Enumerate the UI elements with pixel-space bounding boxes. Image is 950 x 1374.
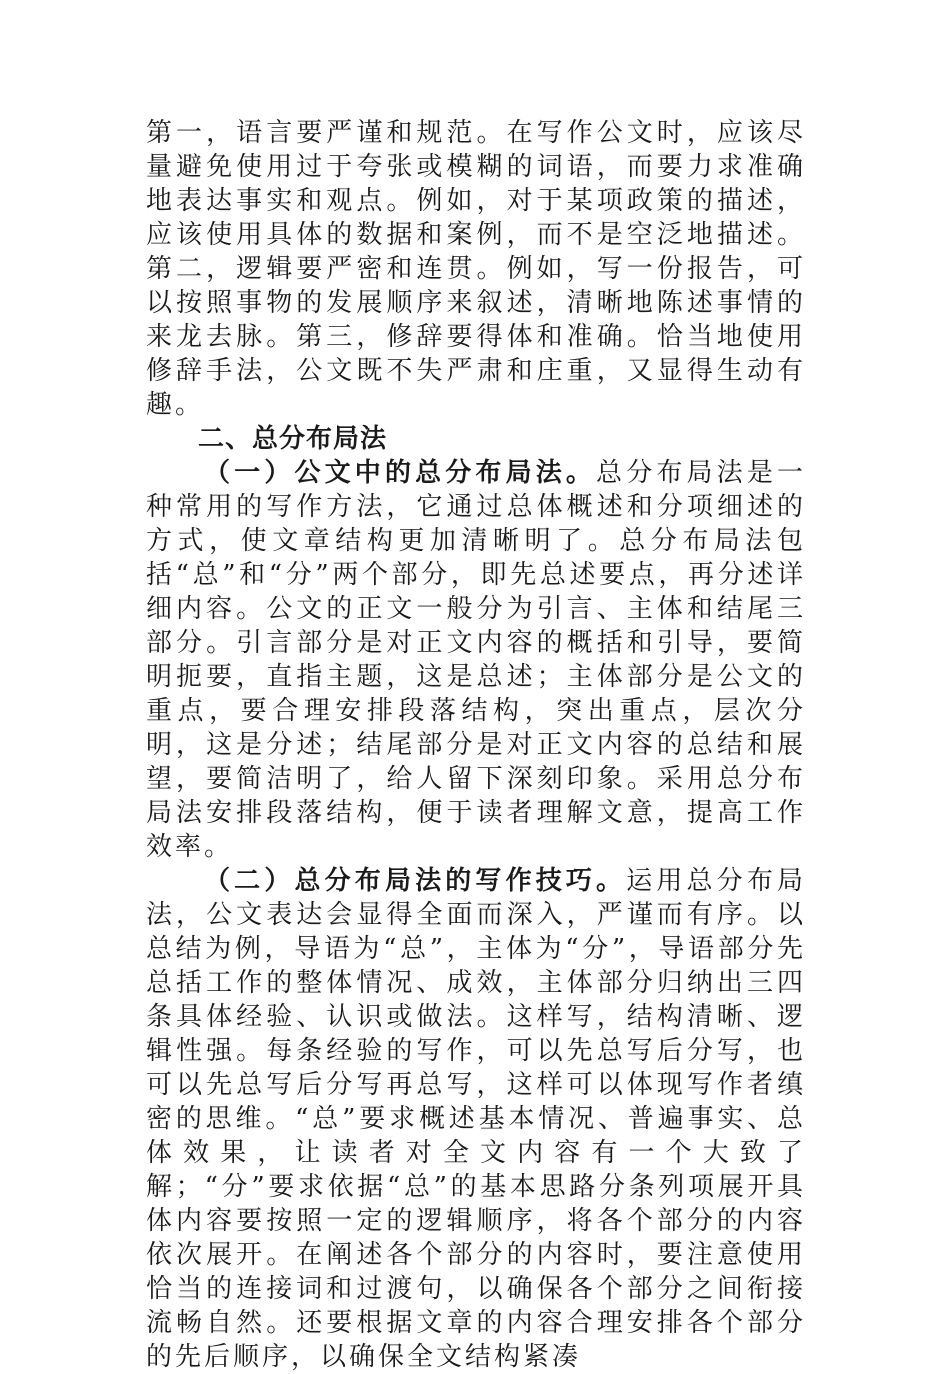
paragraph-section-1-lead: （一）公文中的总分布局法。 [204, 458, 597, 488]
paragraph-section-2-lead: （二）总分布局法的写作技巧。 [204, 866, 627, 896]
paragraph-section-1 [146, 456, 806, 864]
paragraph-section-2 [146, 864, 806, 1374]
paragraph-section-2-body: 运用总分布局法，公文表达会显得全面而深入，严谨而有序。以总结为例，导语为“总”，主体为“分”，导语部分先总括工作的整体情况、成效，主体部分归纳出三四条具体经验、认识或做法。这样写，结构清晰、逻辑性强。每条经验的写作，可以先总写后分写，也可以先总写后分写再总写，这样可以体现写作者缜密的思维。“总”要求概述基本情况、普遍事实、总体效果，让读者对全文内容有一个大致了解；“分”要求依据“总”的基本思路分条列项展开具体内容要按照一定的逻辑顺序，将各个部分的内容依次展开。在阐述各个部分的内容时，要注意使用恰当的连接词和过渡句，以确保各个部分之间衔接流畅自然。还要根据文章的内容合理安排各个部分的先后顺序，以确保全文结构紧凑 [146, 866, 806, 1372]
paragraph-section-1-body: 总分布局法是一种常用的写作方法，它通过总体概述和分项细述的方式，使文章结构更加清晰明了。总分布局法包括“总”和“分”两个部分，即先总述要点，再分述详细内容。公文的正文一般分为引言、主体和结尾三部分。引言部分是对正文内容的概括和引导，要简明扼要，直指主题，这是总述；主体部分是公文的重点，要合理安排段落结构，突出重点，层次分明，这是分述；结尾部分是对正文内容的总结和展望，要简洁明了，给人留下深刻印象。采用总分布局法安排段落结构，便于读者理解文意，提高工作效率。 [146, 458, 806, 862]
section-heading: 二、总分布局法 [198, 424, 388, 454]
document-page [146, 116, 806, 1374]
paragraph-language-rules: 第一，语言要严谨和规范。在写作公文时，应该尽量避免使用过于夸张或模糊的词语，而要力求准确地表达事实和观点。例如，对于某项政策的描述，应该使用具体的数据和案例，而不是空泛地描述。第二，逻辑要严密和连贯。例如，写一份报告，可以按照事物的发展顺序来叙述，清晰地陈述事情的来龙去脉。第三，修辞要得体和准确。恰当地使用修辞手法，公文既不失严肃和庄重，又显得生动有趣。 [146, 118, 806, 420]
